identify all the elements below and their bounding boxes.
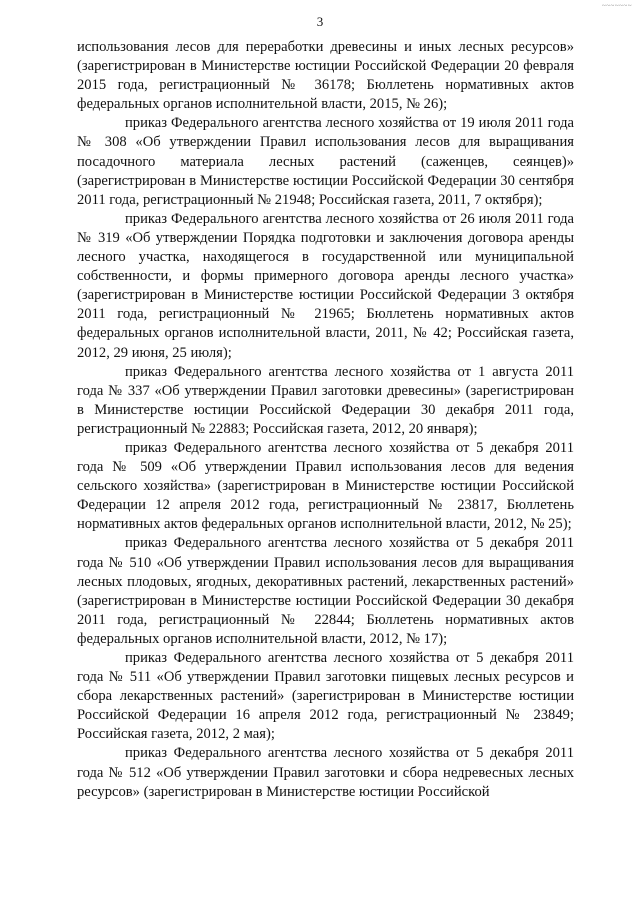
paragraph-order-319: приказ Федерального агентства лесного хозяйства от 26 июля 2011 года № 319 «Об утверждении Порядка подготовки и заключения договора аренды лесного участка, находящегося в государственной или муниципальной собственности, и формы примерного договора аренды лесного участка» (зарегистрирован в Министерстве юстиции Российской Федерации 3 октября 2011 года, регистрационный № 21965; Бюллетень нормативных актов федеральных органов исполнительной власти, 2011, № 42; Российская газета, 2012, 29 июня, 25 июля); (77, 210, 574, 361)
paragraph-order-511: приказ Федерального агентства лесного хозяйства от 5 декабря 2011 года № 511 «Об утверждении Правил заготовки пищевых лесных ресурсов и сбора лекарственных растений» (зарегистрирован в Министерстве юстиции Российской Федерации 16 апреля 2012 года, регистрационный № 23849; Российская газета, 2012, 2 мая); (77, 650, 574, 743)
paragraph-continuation: использования лесов для переработки древесины и иных лесных ресурсов» (зарегистрирован в Министерстве юстиции Российской Федерации 20 февраля 2015 года, регистрационный № 36178; Бюллетень нормативных актов федеральных органов исполнительной власти, 2015, № 26); (77, 39, 574, 113)
paragraph-order-512: приказ Федерального агентства лесного хозяйства от 5 декабря 2011 года № 512 «Об утверждении Правил заготовки и сбора недревесных лесных ресурсов» (зарегистрирован в Министерстве юстиции Российской (77, 745, 574, 800)
paragraph-order-308: приказ Федерального агентства лесного хозяйства от 19 июля 2011 года № 308 «Об утверждении Правил использования лесов для выращивания посадочного материала лесных растений (саженцев, сеянцев)» (зарегистрирован в Министерстве юстиции Российской Федерации 30 сентября 2011 года, регистрационный № 21948; Российская газета, 2011, 7 октября); (77, 115, 574, 208)
scan-corner-mark: ~~~~~~~ (601, 2, 632, 10)
paragraph-order-509: приказ Федерального агентства лесного хозяйства от 5 декабря 2011 года № 509 «Об утверждении Правил использования лесов для ведения сельского хозяйства» (зарегистрирован в Министерстве юстиции Российской Федерации 12 апреля 2012 года, регистрационный № 23817, Бюллетень нормативных актов федеральных органов исполнительной власти, 2012, № 25); (77, 439, 574, 533)
page-number: 3 (316, 14, 324, 29)
document-body (77, 38, 574, 802)
paragraph-order-337: приказ Федерального агентства лесного хозяйства от 1 августа 2011 года № 337 «Об утверждении Правил заготовки древесины» (зарегистрирован в Министерстве юстиции Российской Федерации 30 декабря 2011 года, регистрационный № 22883; Российская газета, 2012, 20 января); (77, 363, 574, 437)
paragraph-order-510: приказ Федерального агентства лесного хозяйства от 5 декабря 2011 года № 510 «Об утверждении Правил использования лесов для выращивания лесных плодовых, ягодных, декоративных растений, лекарственных растений» (зарегистрирован в Министерстве юстиции Российской Федерации 30 декабря 2011 года, регистрационный № 22844; Бюллетень нормативных актов федеральных органов исполнительной власти, 2012, № 17); (77, 535, 574, 647)
